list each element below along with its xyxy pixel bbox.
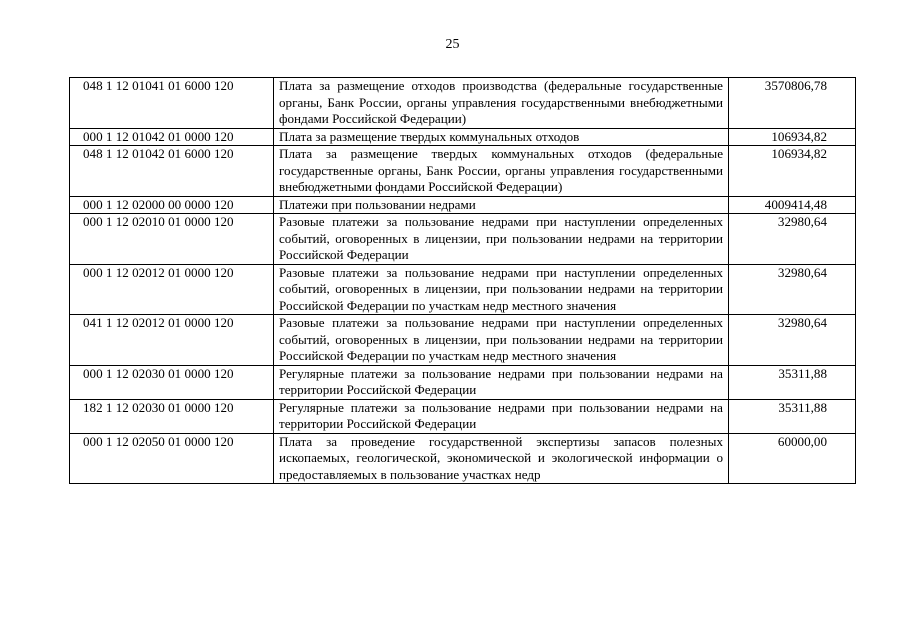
budget-code-cell: 041 1 12 02012 01 0000 120 — [70, 315, 274, 366]
table-row — [70, 315, 856, 366]
table-row — [70, 264, 856, 315]
description-cell: Платежи при пользовании недрами — [274, 196, 729, 214]
budget-code-cell: 000 1 12 02050 01 0000 120 — [70, 433, 274, 484]
table-row — [70, 78, 856, 129]
description-cell: Регулярные платежи за пользование недрами при пользовании недрами на территории Российской Федерации — [274, 399, 729, 433]
table-row — [70, 196, 856, 214]
budget-code-cell: 000 1 12 02012 01 0000 120 — [70, 264, 274, 315]
table-row — [70, 214, 856, 265]
description-cell: Разовые платежи за пользование недрами при наступлении определенных событий, оговоренных в лицензии, при пользовании недрами на территории Российской Федерации по участкам недр местного значения — [274, 264, 729, 315]
page-number: 25 — [445, 37, 460, 52]
table-row — [70, 146, 856, 197]
amount-cell: 35311,88 — [729, 399, 856, 433]
amount-cell: 106934,82 — [729, 128, 856, 146]
amount-cell: 106934,82 — [729, 146, 856, 197]
table-row — [70, 399, 856, 433]
amount-cell: 32980,64 — [729, 214, 856, 265]
description-cell: Регулярные платежи за пользование недрами при пользовании недрами на территории Российской Федерации — [274, 365, 729, 399]
description-cell: Плата за размещение отходов производства (федеральные государственные органы, Банк России, органы управления государственными внебюджетными фондами Российской Федерации) — [274, 78, 729, 129]
table-row — [70, 365, 856, 399]
amount-cell: 60000,00 — [729, 433, 856, 484]
budget-code-cell: 000 1 12 02010 01 0000 120 — [70, 214, 274, 265]
description-cell: Разовые платежи за пользование недрами при наступлении определенных событий, оговоренных в лицензии, при пользовании недрами на территории Российской Федерации по участкам недр местного значения — [274, 315, 729, 366]
amount-cell: 35311,88 — [729, 365, 856, 399]
budget-code-cell: 048 1 12 01042 01 6000 120 — [70, 146, 274, 197]
description-cell: Разовые платежи за пользование недрами при наступлении определенных событий, оговоренных в лицензии, при пользовании недрами на территории Российской Федерации — [274, 214, 729, 265]
description-cell: Плата за размещение твердых коммунальных отходов — [274, 128, 729, 146]
amount-cell: 4009414,48 — [729, 196, 856, 214]
budget-table — [69, 77, 856, 484]
amount-cell: 3570806,78 — [729, 78, 856, 129]
amount-cell: 32980,64 — [729, 315, 856, 366]
amount-cell: 32980,64 — [729, 264, 856, 315]
budget-code-cell: 000 1 12 01042 01 0000 120 — [70, 128, 274, 146]
budget-code-cell: 182 1 12 02030 01 0000 120 — [70, 399, 274, 433]
budget-code-cell: 000 1 12 02000 00 0000 120 — [70, 196, 274, 214]
table-row — [70, 433, 856, 484]
budget-table-body — [70, 78, 856, 484]
description-cell: Плата за проведение государственной экспертизы запасов полезных ископаемых, геологической, экономической и экологической информации о предоставляемых в пользование участках недр — [274, 433, 729, 484]
budget-code-cell: 000 1 12 02030 01 0000 120 — [70, 365, 274, 399]
table-row — [70, 128, 856, 146]
description-cell: Плата за размещение твердых коммунальных отходов (федеральные государственные органы, Банк России, органы управления государственными внебюджетными фондами Российской Федерации) — [274, 146, 729, 197]
budget-code-cell: 048 1 12 01041 01 6000 120 — [70, 78, 274, 129]
